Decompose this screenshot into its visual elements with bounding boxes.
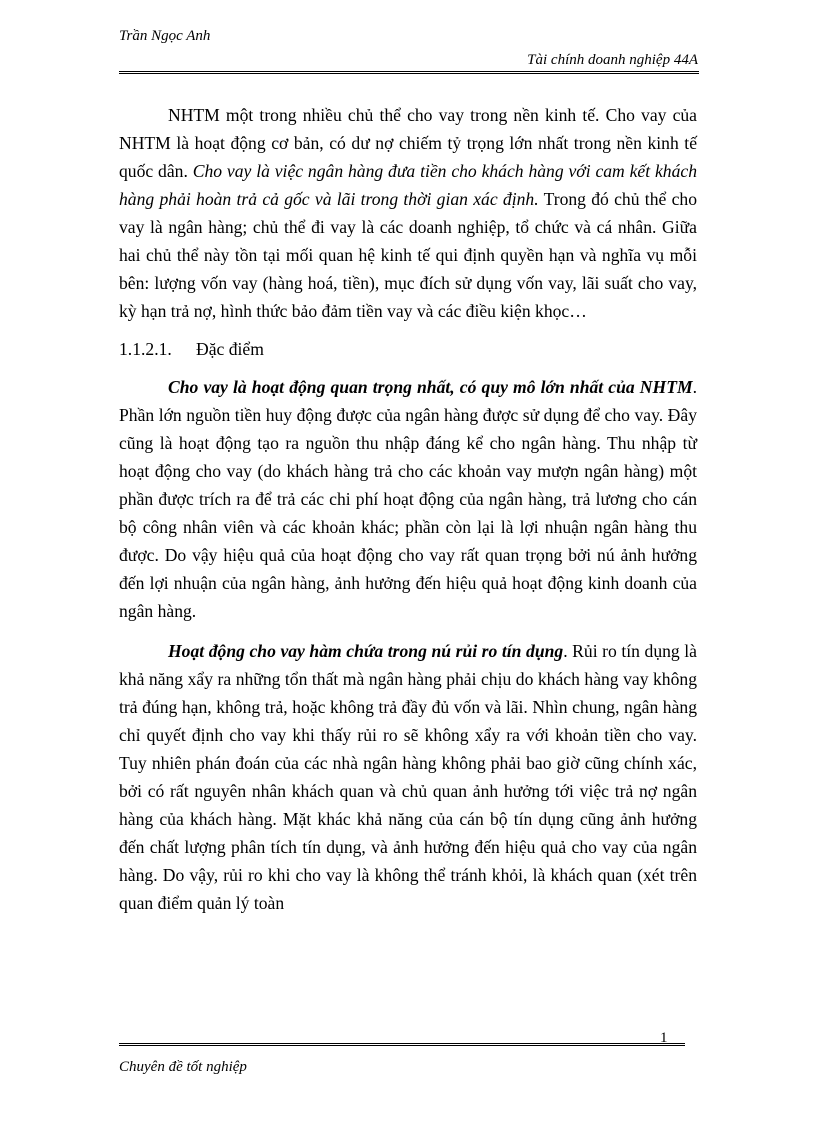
footer-text: Chuyên đề tốt nghiệp (119, 1059, 247, 1075)
header-author: Trần Ngọc Anh (119, 28, 211, 44)
paragraph-3 (119, 637, 697, 917)
paragraph-2 (119, 373, 697, 625)
paragraph-3-text: . Rủi ro tín dụng là khả năng xẩy ra những tổn thất mà ngân hàng phải chịu do khách hàng vay không trả đúng hạn, không trả, hoặc không trả đầy đủ vốn và lãi. Nhìn chung, ngân hàng chỉ quyết định cho vay khi thấy rủi ro sẽ không xẩy ra với khoản tiền cho vay. Tuy nhiên phán đoán của các nhà ngân hàng không phải bao giờ cũng chính xác, bởi có rất nguyên nhân khách quan và chủ quan ảnh hưởng tới việc trả nợ ngân hàng của khách hàng. Mặt khác khả năng của cán bộ tín dụng cũng ảnh hưởng đến chất lượng phân tích tín dụng, và ảnh hưởng đến hiệu quả cho vay của ngân hàng. Do vậy, rủi ro khi cho vay là không thể tránh khỏi, là khách quan (xét trên quan điểm quản lý toàn (119, 641, 697, 913)
section-number: 1.1.2.1. (119, 339, 172, 359)
footer-rule (119, 1043, 685, 1046)
header-rule (119, 71, 699, 74)
document-body (119, 101, 697, 917)
paragraph-1-text-1: NHTM một trong nhiều chủ thể cho vay trong nền kinh tế. Cho vay của NHTM là hoạt động cơ bản, có dư nợ chiếm tỷ trọng lớn nhất trong nền kinh tế quốc dân. (119, 105, 697, 181)
header-department: Tài chính doanh nghiệp 44A (527, 52, 698, 68)
paragraph-1-text-2: Trong đó chủ thể cho vay là ngân hàng; chủ thể đi vay là các doanh nghiệp, tổ chức và cá nhân. Giữa hai chủ thể này tồn tại mối quan hệ kinh tế qui định quyền hạn và nghĩa vụ mỗi bên: lượng vốn vay (hàng hoá, tiền), mục đích sử dụng vốn vay, lãi suất cho vay, kỳ hạn trả nợ, hình thức bảo đảm tiền vay và các điều kiện khọc… (119, 189, 697, 321)
page-number: 1 (660, 1030, 668, 1046)
paragraph-2-text: . Phần lớn nguồn tiền huy động được của ngân hàng được sử dụng để cho vay. Đây cũng là hoạt động tạo ra nguồn thu nhập đáng kể cho ngân hàng. Thu nhập từ hoạt động cho vay (do khách hàng trả cho các khoản vay mượn ngân hàng) một phần được trích ra để trả các chi phí hoạt động của ngân hàng, trả lương cho cán bộ công nhân viên và các khoản khác; phần còn lại là lợi nhuận ngân hàng thu được. Do vậy hiệu quả của hoạt động cho vay rất quan trọng bởi nú ảnh hưởng đến lợi nhuận của ngân hàng, ảnh hưởng đến hiệu quả hoạt động kinh doanh của ngân hàng. (119, 377, 697, 621)
section-title: Đặc điểm (196, 339, 264, 359)
paragraph-1-definition: Cho vay là việc ngân hàng đưa tiền cho khách hàng với cam kết khách hàng phải hoàn trả cả gốc và lãi trong thời gian xác định. (119, 161, 697, 209)
paragraph-1 (119, 101, 697, 325)
section-heading (119, 335, 697, 363)
paragraph-3-emphasis: Hoạt động cho vay hàm chứa trong nú rủi ro tín dụng (168, 641, 564, 661)
paragraph-2-emphasis: Cho vay là hoạt động quan trọng nhất, có quy mô lớn nhất của NHTM (168, 377, 693, 397)
